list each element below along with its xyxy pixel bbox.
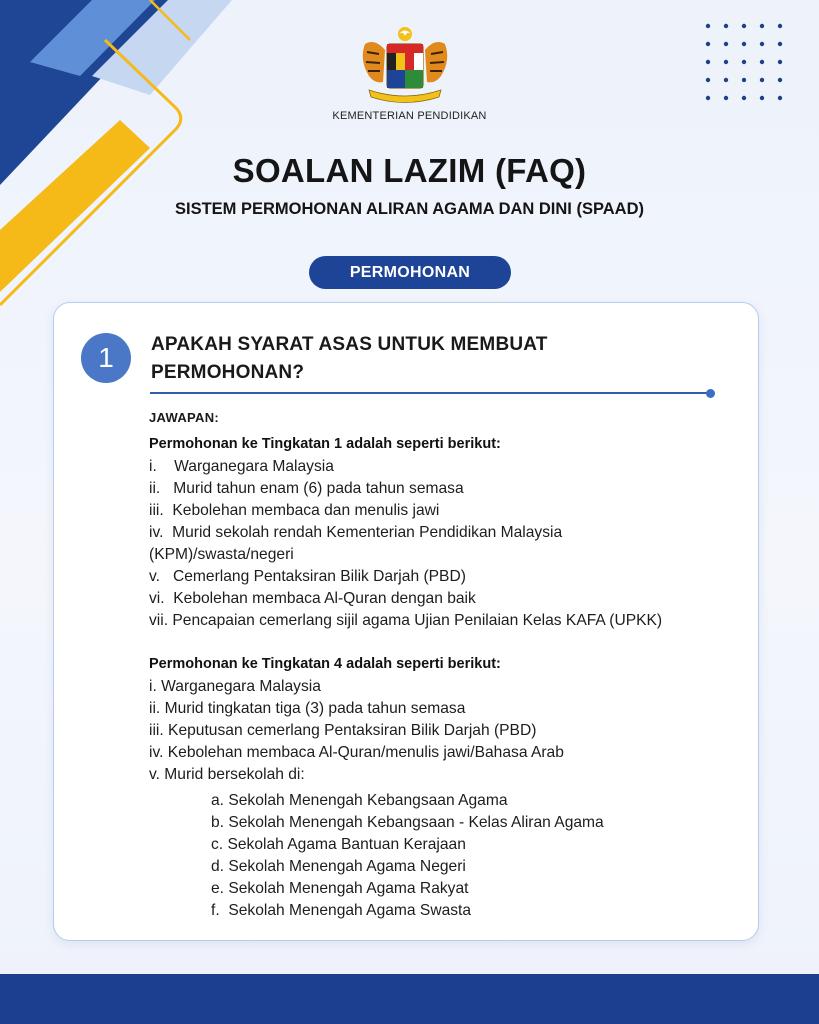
dot-grid-decoration: [700, 18, 800, 118]
answer-label: JAWAPAN:: [149, 410, 220, 425]
form4-heading: Permohonan ke Tingkatan 4 adalah seperti berikut:: [149, 656, 501, 672]
school-item: c. Sekolah Agama Bantuan Kerajaan: [211, 836, 466, 853]
school-item: f. Sekolah Menengah Agama Swasta: [211, 902, 472, 919]
list-item: vi. Kebolehan membaca Al-Quran dengan baik: [149, 590, 476, 607]
question-line: PERMOHONAN?: [151, 362, 305, 383]
question-text: [151, 331, 621, 387]
list-item: i. Warganegara Malaysia: [149, 458, 334, 475]
question-number-badge: 1: [81, 333, 131, 383]
form1-heading: Permohonan ke Tingkatan 1 adalah seperti berikut:: [149, 436, 501, 452]
list-item: ii. Murid tingkatan tiga (3) pada tahun semasa: [149, 700, 466, 717]
school-item: e. Sekolah Menengah Agama Rakyat: [211, 880, 469, 897]
divider-end-dot: [706, 389, 715, 398]
footer-bar: [0, 974, 819, 1024]
list-item: i. Warganegara Malaysia: [149, 678, 321, 695]
form1-requirements: [149, 433, 749, 632]
coat-of-arms-logo: [355, 24, 455, 106]
ministry-name: KEMENTERIAN PENDIDIKAN: [332, 110, 487, 122]
list-item: (KPM)/swasta/negeri: [149, 546, 294, 563]
list-item: ii. Murid tahun enam (6) pada tahun semasa: [149, 480, 464, 497]
list-item: iv. Kebolehan membaca Al-Quran/menulis jawi/Bahasa Arab: [149, 744, 564, 761]
page-title: SOALAN LAZIM (FAQ): [232, 152, 587, 189]
question-line: APAKAH SYARAT ASAS UNTUK MEMBUAT: [151, 334, 548, 355]
list-item: iii. Kebolehan membaca dan menulis jawi: [149, 502, 440, 519]
category-badge: PERMOHONAN: [309, 256, 511, 289]
list-item: iii. Keputusan cemerlang Pentaksiran Bilik Darjah (PBD): [149, 722, 537, 739]
form4-requirements: [149, 653, 749, 922]
question-divider: [150, 392, 710, 394]
school-item: b. Sekolah Menengah Kebangsaan - Kelas Aliran Agama: [211, 814, 604, 831]
list-item: v. Cemerlang Pentaksiran Bilik Darjah (PBD): [149, 568, 466, 585]
list-item: vii. Pencapaian cemerlang sijil agama Ujian Penilaian Kelas KAFA (UPKK): [149, 612, 663, 629]
list-item: v. Murid bersekolah di:: [149, 766, 305, 783]
page-subtitle: SISTEM PERMOHONAN ALIRAN AGAMA DAN DINI (SPAAD): [174, 200, 645, 218]
list-item: iv. Murid sekolah rendah Kementerian Pendidikan Malaysia: [149, 524, 563, 541]
school-item: d. Sekolah Menengah Agama Negeri: [211, 858, 466, 875]
school-item: a. Sekolah Menengah Kebangsaan Agama: [211, 792, 508, 809]
